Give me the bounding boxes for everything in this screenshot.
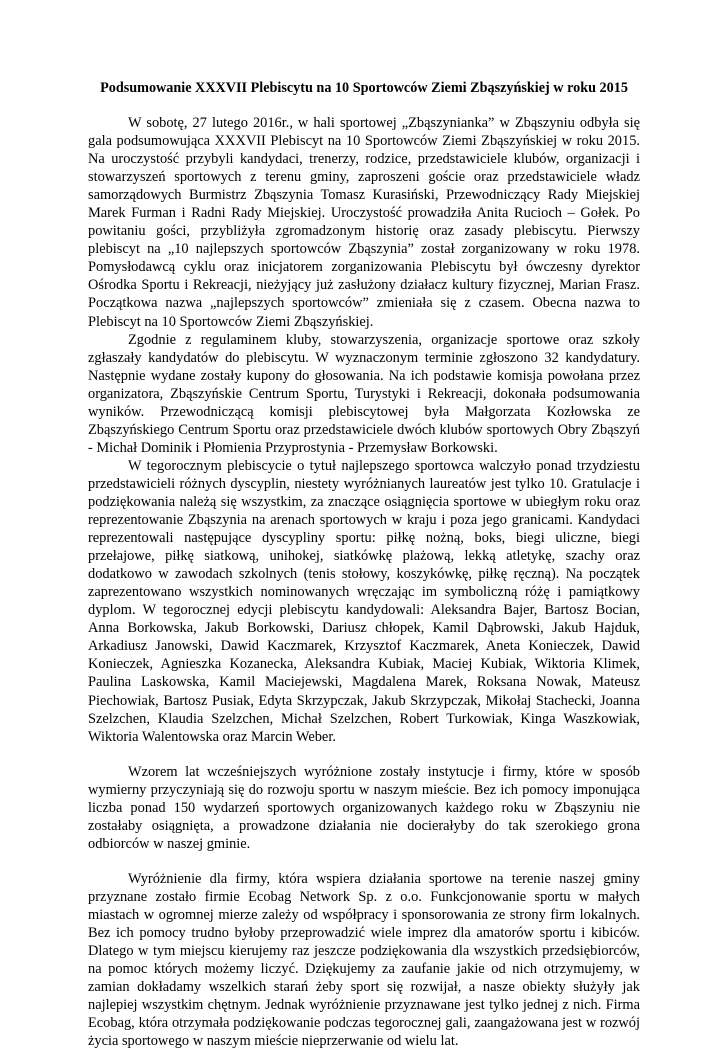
paragraph-candidates: W tegorocznym plebiscycie o tytuł najlepszego sportowca walczyło ponad trzydziestu przedstawicieli różnych dyscyplin, niestety wyróżnianych laureatów jest tylko 10. Gratulacje i podziękowania należą się wszystkim, za znaczące osiągnięcia sportowe w ubiegłym roku oraz reprezentowanie Zbąszynia na arenach sportowych w kraju i poza jego granicami. Kandydaci reprezentowali następujące dyscypliny sportu: piłkę nożną, boks, biegi uliczne, biegi przełajowe, piłkę siatkową, unihokej, siatkówkę plażową, lekką atletykę, szachy oraz dodatkowo w zawodach szkolnych (tenis stołowy, koszykówkę, piłkę ręczną). Na początek zaprezentowano wszystkich nominowanych wręczając im symboliczną różę i pamiątkowy dyplom. W tegorocznej edycji plebiscytu kandydowali: Aleksandra Bajer, Bartosz Bocian, Anna Borkowska, Jakub Borkowski, Dariusz chłopek, Kamil Dąbrowski, Jakub Hajduk, Arkadiusz Janowski, Dawid Kaczmarek, Krzysztof Kaczmarek, Aneta Konieczek, Dawid Konieczek, Agnieszka Kozanecka, Aleksandra Kubiak, Maciej Kubiak, Wiktoria Klimek, Paulina Laskowska, Kamil Maciejewski, Magdalena Marek, Roksana Nowak, Mateusz Piechowiak, Bartosz Pusiak, Edyta Skrzypczak, Jakub Skrzypczak, Mikołaj Stachecki, Joanna Szelzchen, Klaudia Szelzchen, Michał Szelzchen, Robert Turkowiak, Kinga Waszkowiak, Wiktoria Walentowska oraz Marcin Weber. (88, 457, 640, 745)
document-body (88, 79, 640, 1050)
paragraph-sponsor-award: Wyróżnienie dla firmy, która wspiera działania sportowe na terenie naszej gminy przyznane zostało firmie Ecobag Network Sp. z o.o. Funkcjonowanie sportu w małych miastach w ogromnej mierze zależy od współpracy i sponsorowania ze strony firm lokalnych. Bez ich pomocy trudno byłoby przeprowadzić wiele imprez dla amatorów sportu i kibiców. Dlatego w tym miejscu kierujemy raz jeszcze podziękowania dla wszystkich przedsiębiorców, na pomoc których możemy liczyć. Dziękujemy za zaufanie jakie od nich otrzymujemy, w zamian dokładamy wszelkich starań żeby sport się rozwijał, a nasze obiekty służyły jak najlepiej wszystkim chętnym. Jednak wyróżnienie przyznawane jest tylko jednej z nich. Firma Ecobag, która otrzymała podziękowanie podczas tegorocznej gali, zaangażowana jest w rozwój życia sportowego w naszym mieście nieprzerwanie od wielu lat. (88, 870, 640, 1050)
paragraph-gala-intro: W sobotę, 27 lutego 2016r., w hali sportowej „Zbąszynianka” w Zbąszyniu odbyła się gala podsumowująca XXXVII Plebiscyt na 10 Sportowców Ziemi Zbąszyńskiej w roku 2015. Na uroczystość przybyli kandydaci, trenerzy, rodzice, przedstawiciele klubów, organizacji i stowarzyszeń sportowych z terenu gminy, zaproszeni goście oraz przedstawiciele władz samorządowych Burmistrz Zbąszynia Tomasz Kurasiński, Przewodniczący Rady Miejskiej Marek Furman i Radni Rady Miejskiej. Uroczystość prowadziła Anita Rucioch – Gołek. Po powitaniu gości, przybliżyła zgromadzonym historię oraz zasady plebiscytu. Pierwszy plebiscyt na „10 najlepszych sportowców Zbąszynia” został zorganizowany w roku 1978. Pomysłodawcą cyklu oraz inicjatorem zorganizowania Plebiscytu był ówczesny dyrektor Ośrodka Sportu i Rekreacji, nieżyjący już zasłużony działacz kultury fizycznej, Marian Frasz. Początkowa nazwa „najlepszych sportowców” zmieniała się z czasem. Obecna nazwa to Plebiscyt na 10 Sportowców Ziemi Zbąszyńskiej. (88, 115, 640, 330)
document-title: Podsumowanie XXXVII Plebiscytu na 10 Sportowców Ziemi Zbąszyńskiej w roku 2015 (100, 80, 628, 96)
paragraph-nominations: Zgodnie z regulaminem kluby, stowarzyszenia, organizacje sportowe oraz szkoły zgłaszały kandydatów do plebiscytu. W wyznaczonym terminie zgłoszono 32 kandydatury. Następnie wydane zostały kupony do głosowania. Na ich podstawie komisja powołana przez organizatora, Zbąszyńskie Centrum Sportu, Turystyki i Rekreacji, dokonała podsumowania wyników. Przewodniczącą komisji plebiscytowej była Małgorzata Kozłowska ze Zbąszyńskiego Centrum Sportu oraz przedstawiciele dwóch klubów sportowych Obry Zbąszyń - Michał Dominik i Płomienia Przyprostynia - Przemysław Borkowski. (88, 331, 640, 456)
paragraph-institutions: Wzorem lat wcześniejszych wyróżnione zostały instytucje i firmy, które w sposób wymierny przyczyniają się do rozwoju sportu w naszym mieście. Bez ich pomocy imponująca liczba ponad 150 wydarzeń sportowych organizowanych każdego roku w Zbąszyniu nie zostałaby osiągnięta, a prowadzone działania nie docierałyby do tak szerokiego grona odbiorców w naszej gminie. (88, 763, 640, 852)
